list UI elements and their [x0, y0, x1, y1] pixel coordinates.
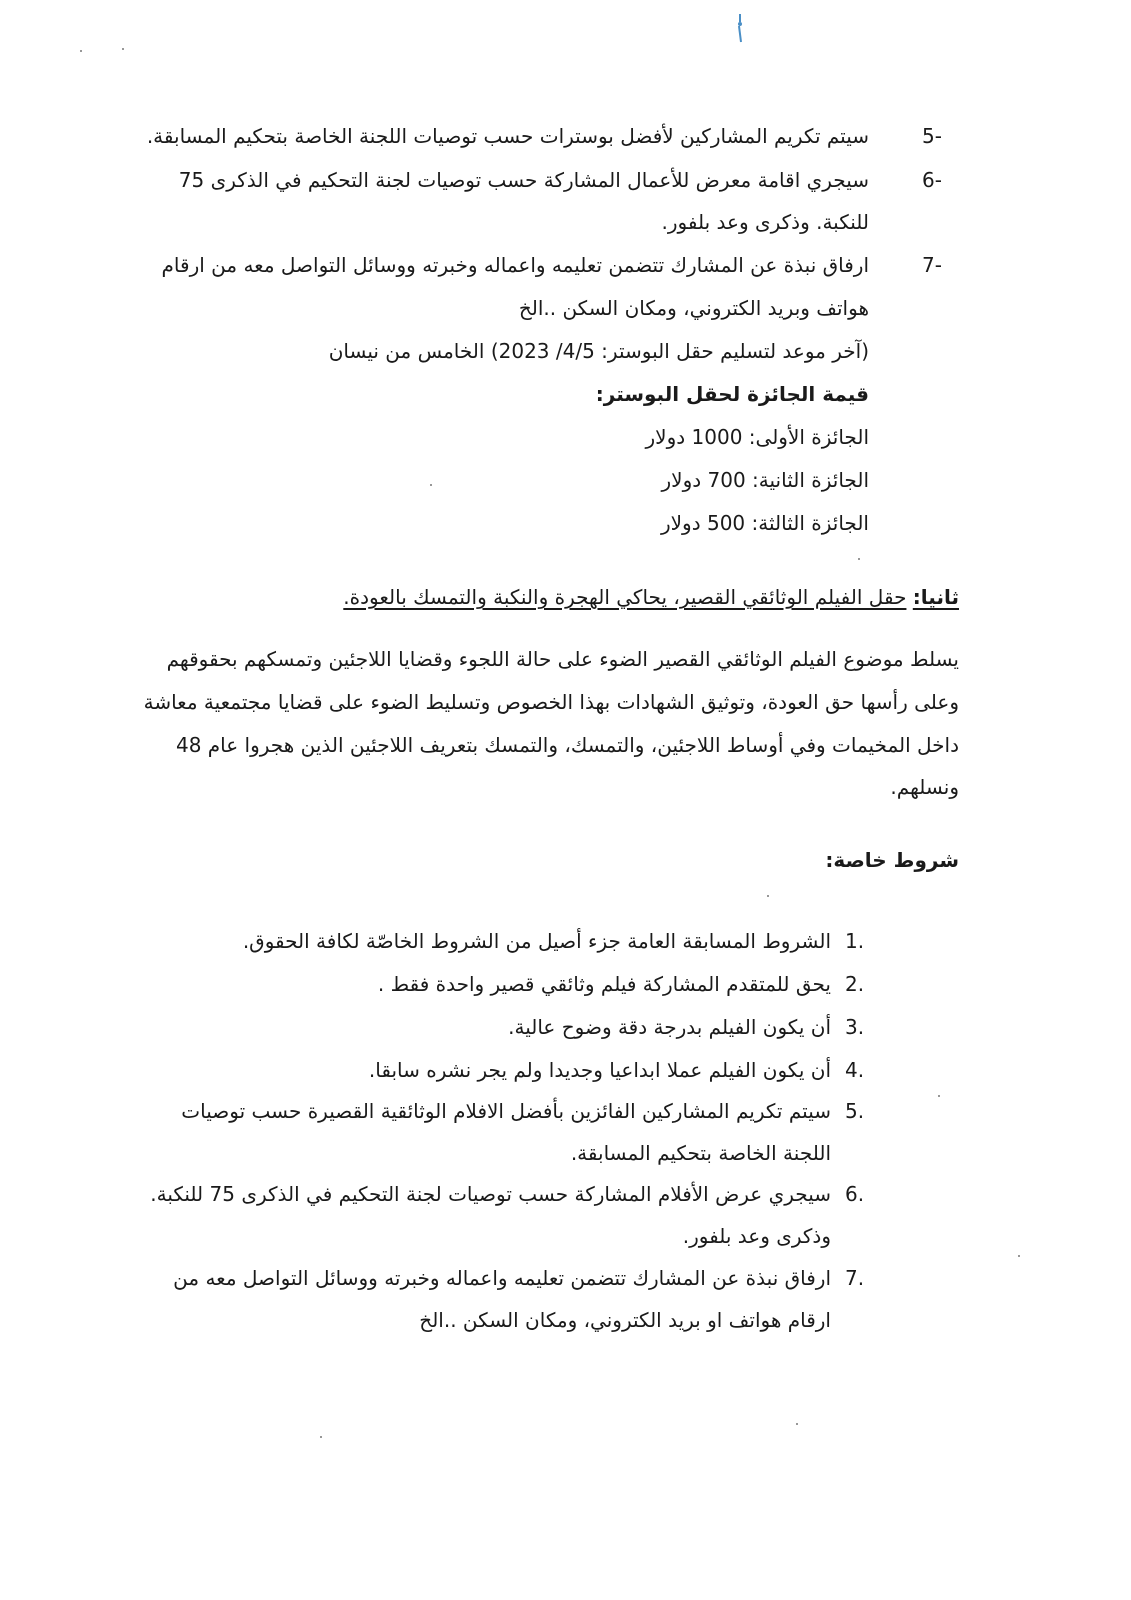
scan-speck [320, 1436, 322, 1438]
prize-second: الجائزة الثانية: 700 دولار [661, 468, 869, 492]
item-text: الشروط المسابقة العامة جزء أصيل من الشروط الخاصّة لكافة الحقوق. [242, 929, 831, 953]
item-number: 6. [845, 1182, 865, 1206]
item-text: سيجري اقامة معرض للأعمال المشاركة حسب توصيات لجنة التحكيم في الذكرى 75 [178, 168, 869, 192]
item-number: 5. [845, 1099, 865, 1123]
scan-speck [80, 50, 82, 52]
item-text: ارفاق نبذة عن المشارك تتضمن تعليمه واعماله وخبرته ووسائل التواصل معه من ارقام [161, 253, 869, 277]
item-text: اللجنة الخاصة بتحكيم المسابقة. [570, 1141, 831, 1165]
scan-speck [796, 1423, 798, 1425]
item-text: للنكبة. وذكرى وعد بلفور. [661, 210, 869, 234]
item-text: ارفاق نبذة عن المشارك تتضمن تعليمه واعماله وخبرته ووسائل التواصل معه من [173, 1266, 831, 1290]
section-heading [343, 583, 959, 611]
paragraph-line: داخل المخيمات وفي أوساط اللاجئين، والتمسك، والتمسك بتعريف اللاجئين الذين هجروا عام 48 [175, 733, 959, 757]
scan-speck [858, 558, 860, 560]
deadline-note: (آخر موعد لتسليم حقل البوستر: 4/5/ 2023) الخامس من نيسان [328, 339, 869, 363]
section-label: ثانيا: [912, 585, 959, 609]
paragraph-line: ونسلهم. [890, 775, 959, 799]
item-number: 1. [845, 929, 865, 953]
item-text: أن يكون الفيلم بدرجة دقة وضوح عالية. [508, 1015, 831, 1039]
item-number: 5- [922, 124, 942, 148]
scan-speck [430, 484, 432, 486]
scan-speck [938, 1095, 940, 1097]
paragraph-line: يسلط موضوع الفيلم الوثائقي القصير الضوء على حالة اللجوء وقضايا اللاجئين وتمسكهم بحقوقهم [166, 647, 959, 671]
item-number: 2. [845, 972, 865, 996]
item-text: سيجري عرض الأفلام المشاركة حسب توصيات لجنة التحكيم في الذكرى 75 للنكبة. [150, 1182, 831, 1206]
paragraph-line: وعلى رأسها حق العودة، وتوثيق الشهادات بهذا الخصوص وتسليط الضوء على قضايا مجتمعية معاشة [143, 690, 959, 714]
item-number: 7- [922, 253, 942, 277]
item-text: سيتم تكريم المشاركين الفائزين بأفضل الافلام الوثائقية القصيرة حسب توصيات [181, 1099, 831, 1123]
ink-mark [736, 12, 744, 48]
item-number: 4. [845, 1058, 865, 1082]
scan-speck [1018, 1255, 1020, 1257]
prize-first: الجائزة الأولى: 1000 دولار [645, 425, 869, 449]
item-text: يحق للمتقدم المشاركة فيلم وثائقي قصير واحدة فقط . [377, 972, 831, 996]
item-text: وذكرى وعد بلفور. [682, 1224, 831, 1248]
item-text: أن يكون الفيلم عملا ابداعيا وجديدا ولم يجر نشره سابقا. [368, 1058, 831, 1082]
prize-third: الجائزة الثالثة: 500 دولار [660, 511, 869, 535]
item-number: 3. [845, 1015, 865, 1039]
item-number: 7. [845, 1266, 865, 1290]
item-text: هواتف وبريد الكتروني، ومكان السكن ..الخ [518, 296, 869, 320]
section-title: حقل الفيلم الوثائقي القصير، يحاكي الهجرة والنكبة والتمسك بالعودة. [343, 585, 907, 609]
prize-title: قيمة الجائزة لحقل البوستر: [595, 382, 869, 406]
item-text: سيتم تكريم المشاركين لأفضل بوسترات حسب توصيات اللجنة الخاصة بتحكيم المسابقة. [146, 124, 869, 148]
scan-speck [767, 895, 769, 897]
conditions-title: شروط خاصة: [825, 848, 959, 872]
item-number: 6- [922, 168, 942, 192]
scan-speck [122, 48, 124, 50]
item-text: ارقام هواتف او بريد الكتروني، ومكان السكن ..الخ [419, 1308, 831, 1332]
